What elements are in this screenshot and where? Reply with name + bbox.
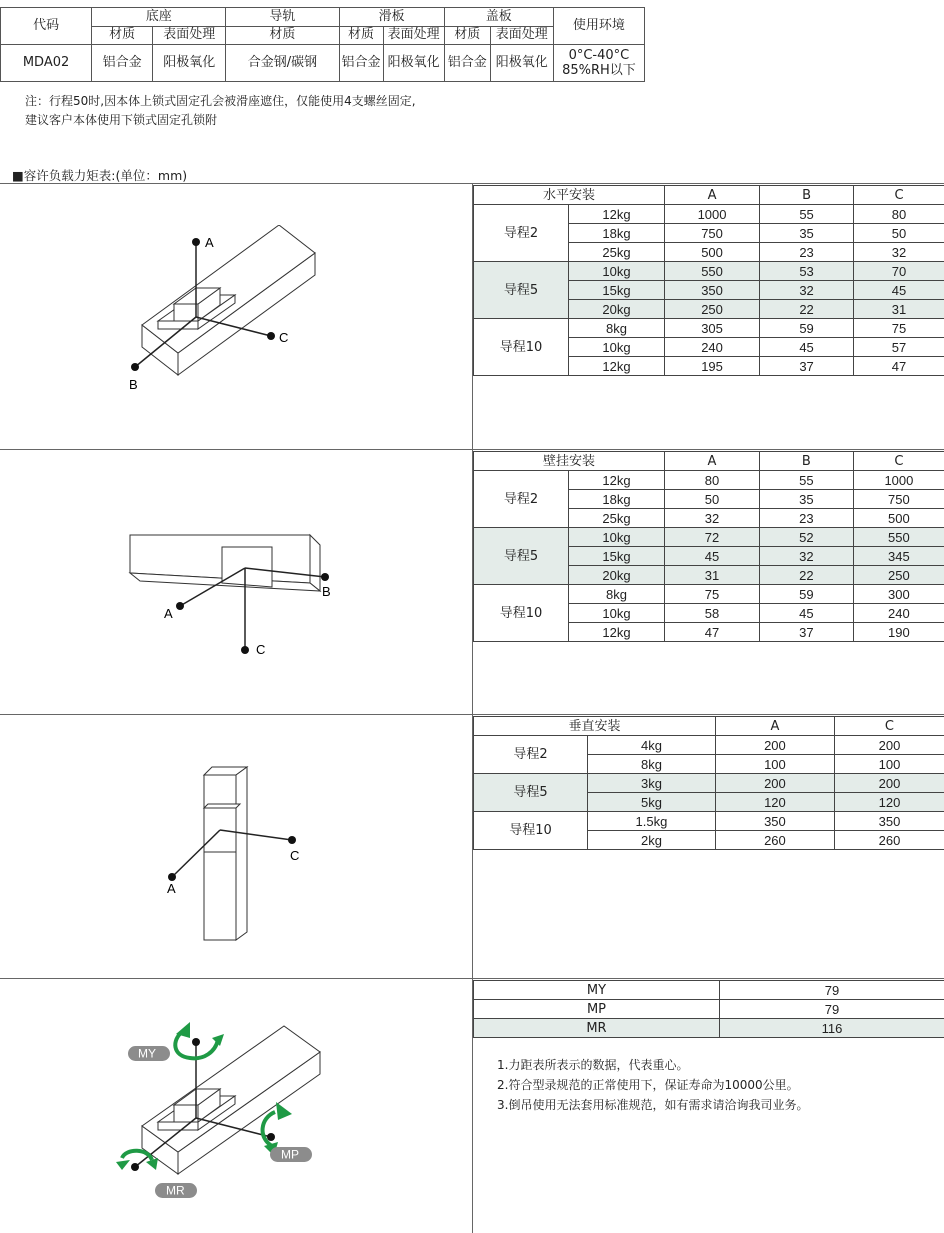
table-row: [474, 736, 944, 755]
header-cell: 壁挂安装: [474, 452, 665, 471]
value-cell: 500: [853, 509, 944, 528]
moment-name-cell: MY: [474, 981, 720, 1000]
load-cell: 10kg: [568, 338, 664, 357]
value-cell: 500: [665, 243, 760, 262]
load-cell: 20kg: [568, 300, 664, 319]
value-cell: 305: [665, 319, 760, 338]
value-cell: 345: [853, 547, 944, 566]
horizontal-load-table: [473, 185, 944, 376]
value-cell: 52: [759, 528, 853, 547]
lead-group-cell: 导程5: [474, 528, 569, 585]
value-cell: 57: [854, 338, 944, 357]
point-b: [131, 363, 139, 371]
lead-group-cell: 导程5: [474, 774, 588, 812]
header-cell: B: [759, 452, 853, 471]
value-cell: 32: [665, 509, 760, 528]
label-b: B: [129, 377, 138, 392]
lead-group-cell: 导程2: [474, 736, 588, 774]
load-cell: 12kg: [568, 471, 664, 490]
value-cell: 120: [715, 793, 834, 812]
value-cell: 100: [715, 755, 834, 774]
value-cell: 300: [853, 585, 944, 604]
vertical-load-table: [473, 716, 944, 850]
header-cell: A: [715, 717, 834, 736]
table-row: [474, 812, 944, 831]
value-cell: 260: [834, 831, 944, 850]
table-header-row: [474, 452, 944, 471]
label-mr: MR: [166, 1183, 185, 1198]
point-r: [131, 1163, 139, 1171]
value-cell: 250: [665, 300, 760, 319]
value-cell: 240: [853, 604, 944, 623]
moment-value-cell: 79: [719, 1000, 944, 1019]
point-c: [267, 332, 275, 340]
load-cell: 12kg: [568, 357, 664, 376]
header-cell: 垂直安装: [474, 717, 716, 736]
value-cell: 200: [715, 774, 834, 793]
value-cell: 50: [854, 224, 944, 243]
point-c: [288, 836, 296, 844]
lead-group-cell: 导程10: [474, 319, 569, 376]
sub-material: 材质: [339, 26, 383, 45]
sub-material: 材质: [444, 26, 490, 45]
note-line1: 注：行程50时,因本体上锁式固定孔会被滑座遮住，仅能使用4支螺丝固定,: [25, 94, 416, 108]
lead-group-cell: 导程10: [474, 585, 569, 642]
value-cell: 350: [715, 812, 834, 831]
header-cell: C: [854, 186, 944, 205]
slider-surface: 阳极氧化: [383, 45, 444, 82]
value-cell: 750: [665, 224, 760, 243]
value-cell: 75: [854, 319, 944, 338]
horizontal-mount-diagram: [100, 225, 340, 400]
cover-material: 铝合金: [444, 45, 490, 82]
value-cell: 70: [854, 262, 944, 281]
load-cell: 4kg: [587, 736, 715, 755]
value-cell: 200: [834, 736, 944, 755]
label-b: B: [322, 584, 331, 599]
value-cell: 22: [759, 566, 853, 585]
sub-material: 材质: [226, 26, 339, 45]
load-cell: 3kg: [587, 774, 715, 793]
point-c: [241, 646, 249, 654]
lead-group-cell: 导程10: [474, 812, 588, 850]
load-cell: 25kg: [568, 243, 664, 262]
load-cell: 1.5kg: [587, 812, 715, 831]
moment-value-cell: 116: [719, 1019, 944, 1038]
value-cell: 260: [715, 831, 834, 850]
value-cell: 59: [760, 319, 854, 338]
env-value: [553, 45, 644, 82]
value-cell: 1000: [853, 471, 944, 490]
load-cell: 12kg: [568, 623, 664, 642]
value-cell: 58: [665, 604, 760, 623]
value-cell: 31: [665, 566, 760, 585]
spec-table: [0, 7, 645, 82]
header-env: 使用环境: [553, 8, 644, 45]
header-base: 底座: [92, 8, 226, 27]
vertical-mount-diagram: [160, 760, 320, 945]
header-slider: 滑板: [339, 8, 444, 27]
load-cell: 2kg: [587, 831, 715, 850]
header-cell: 水平安装: [474, 186, 665, 205]
table-row: [474, 528, 944, 547]
load-cell: 18kg: [568, 224, 664, 243]
table-row: [474, 262, 944, 281]
base-surface: 阳极氧化: [153, 45, 226, 82]
label-a: A: [205, 235, 214, 250]
sub-surface: 表面处理: [490, 26, 553, 45]
sub-surface: 表面处理: [383, 26, 444, 45]
value-cell: 59: [759, 585, 853, 604]
load-cell: 8kg: [568, 319, 664, 338]
value-cell: 35: [759, 490, 853, 509]
env-line2: 85%RH以下: [562, 63, 636, 78]
value-cell: 53: [760, 262, 854, 281]
value-cell: 47: [854, 357, 944, 376]
point-a: [192, 238, 200, 246]
value-cell: 200: [834, 774, 944, 793]
wall-load-table: [473, 451, 944, 642]
point-p: [267, 1133, 275, 1141]
value-cell: 32: [760, 281, 854, 300]
table-header-row: [474, 186, 944, 205]
point-y: [192, 1038, 200, 1046]
note-line2: 建议客户本体使用下锁式固定孔锁附: [25, 113, 218, 127]
load-cell: 10kg: [568, 604, 664, 623]
header-cell: B: [760, 186, 854, 205]
value-cell: 350: [665, 281, 760, 300]
lead-group-cell: 导程5: [474, 262, 569, 319]
table-row: [474, 981, 944, 1000]
value-cell: 32: [854, 243, 944, 262]
load-cell: 10kg: [568, 528, 664, 547]
lead-group-cell: 导程2: [474, 471, 569, 528]
base-material: 铝合金: [92, 45, 153, 82]
moment-note: 1.力距表所表示的数据，代表重心。: [497, 1058, 689, 1072]
value-cell: 45: [854, 281, 944, 300]
header-code: 代码: [1, 8, 92, 45]
header-cell: A: [665, 186, 760, 205]
load-cell: 15kg: [568, 547, 664, 566]
table-row: [474, 774, 944, 793]
table-row: [474, 585, 944, 604]
label-mp: MP: [281, 1147, 299, 1162]
header-cell: C: [853, 452, 944, 471]
value-cell: 1000: [665, 205, 760, 224]
point-b: [321, 573, 329, 581]
table-header-row: [474, 717, 944, 736]
value-cell: 350: [834, 812, 944, 831]
label-c: C: [279, 330, 289, 345]
table-row: [474, 1000, 944, 1019]
load-cell: 20kg: [568, 566, 664, 585]
sub-material: 材质: [92, 26, 153, 45]
wall-mount-diagram: [120, 525, 340, 660]
value-cell: 45: [759, 604, 853, 623]
value-cell: 120: [834, 793, 944, 812]
table-row: [474, 471, 944, 490]
load-cell: 8kg: [587, 755, 715, 774]
value-cell: 50: [665, 490, 760, 509]
value-cell: 55: [759, 471, 853, 490]
load-cell: 10kg: [568, 262, 664, 281]
value-cell: 550: [665, 262, 760, 281]
stroke-note: [25, 92, 416, 130]
value-cell: 32: [759, 547, 853, 566]
code-value: MDA02: [1, 45, 92, 82]
point-a: [168, 873, 176, 881]
value-cell: 45: [665, 547, 760, 566]
moment-name-cell: MP: [474, 1000, 720, 1019]
value-cell: 23: [759, 509, 853, 528]
value-cell: 195: [665, 357, 760, 376]
lead-group-cell: 导程2: [474, 205, 569, 262]
value-cell: 55: [760, 205, 854, 224]
header-rail: 导轨: [226, 8, 339, 27]
label-c: C: [290, 848, 300, 863]
value-cell: 200: [715, 736, 834, 755]
value-cell: 240: [665, 338, 760, 357]
label-a: A: [164, 606, 173, 621]
value-cell: 37: [759, 623, 853, 642]
value-cell: 47: [665, 623, 760, 642]
moment-name-cell: MR: [474, 1019, 720, 1038]
value-cell: 190: [853, 623, 944, 642]
header-cover: 盖板: [444, 8, 553, 27]
section-title: ■容许负载力矩表:(单位：mm): [12, 168, 188, 183]
value-cell: 250: [853, 566, 944, 585]
moment-table: [473, 980, 944, 1038]
label-c: C: [256, 642, 266, 657]
rail-material: 合金钢/碳钢: [226, 45, 339, 82]
label-a: A: [167, 881, 176, 896]
env-line1: 0°C-40°C: [568, 48, 630, 63]
sub-surface: 表面处理: [153, 26, 226, 45]
value-cell: 80: [665, 471, 760, 490]
value-cell: 80: [854, 205, 944, 224]
value-cell: 550: [853, 528, 944, 547]
value-cell: 35: [760, 224, 854, 243]
moment-notes: [497, 1055, 808, 1115]
header-cell: A: [665, 452, 760, 471]
value-cell: 72: [665, 528, 760, 547]
load-cell: 25kg: [568, 509, 664, 528]
label-my: MY: [138, 1046, 156, 1061]
load-cell: 18kg: [568, 490, 664, 509]
value-cell: 750: [853, 490, 944, 509]
header-cell: C: [834, 717, 944, 736]
value-cell: 31: [854, 300, 944, 319]
moment-diagram: [100, 1020, 340, 1210]
value-cell: 45: [760, 338, 854, 357]
value-cell: 23: [760, 243, 854, 262]
moment-value-cell: 79: [719, 981, 944, 1000]
table-row: [474, 319, 944, 338]
load-cell: 8kg: [568, 585, 664, 604]
value-cell: 100: [834, 755, 944, 774]
point-a: [176, 602, 184, 610]
table-row: [474, 1019, 944, 1038]
load-cell: 15kg: [568, 281, 664, 300]
cover-surface: 阳极氧化: [490, 45, 553, 82]
value-cell: 75: [665, 585, 760, 604]
moment-note: 2.符合型录规范的正常使用下，保证寿命为10000公里。: [497, 1078, 799, 1092]
moment-note: 3.倒吊使用无法套用标准规范，如有需求请洽询我司业务。: [497, 1098, 809, 1112]
load-cell: 12kg: [568, 205, 664, 224]
value-cell: 22: [760, 300, 854, 319]
load-cell: 5kg: [587, 793, 715, 812]
table-row: [474, 205, 944, 224]
value-cell: 37: [760, 357, 854, 376]
slider-material: 铝合金: [339, 45, 383, 82]
